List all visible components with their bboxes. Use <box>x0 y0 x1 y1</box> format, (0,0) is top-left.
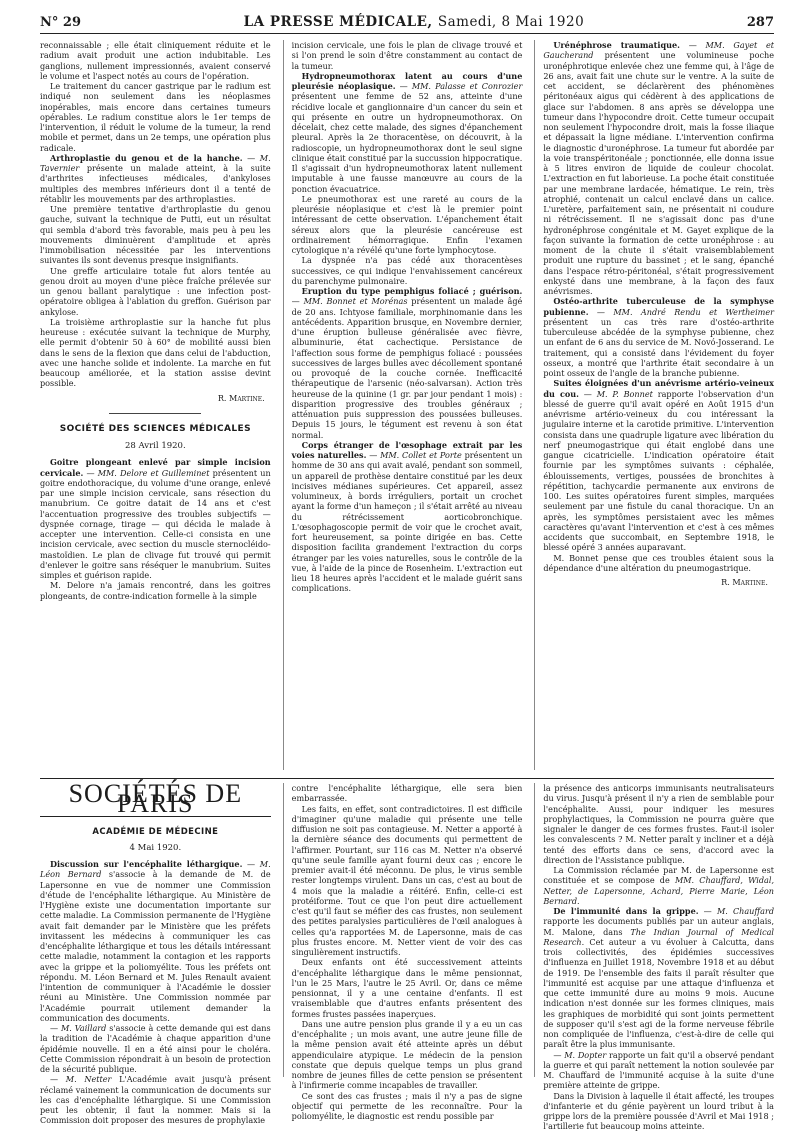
article-text: présentent un malade âgé de 20 ans. Ichtyose familiale, morphinomanie dans les antécédents. Apparition brusque, en Novembre dernier, d'une éruption bulleuse généralisée avec fièvre, albuminurie, état cachectique. Persistance de l'affection sous forme de pemphigus foliacé : poussées successives de larges bulles avec décollement spontané ou provoqué de la couche cornée. Inefficacité thérapeutique de l'arsenic (néo-salvarsan). Action très heureuse de la quinine (1 gr. par jour pendant 1 mois) : disparition progressive des troubles généraux ; atténuation puis suppression des poussées bulleuses. Depuis 15 jours, le tégument est revenu à son état normal. <box>291 296 523 440</box>
article-title: Arthroplastie du genou et de la hanche. <box>50 152 243 163</box>
article-authors: MM. Delore et Guilleminet <box>97 467 210 478</box>
article-text: s'associe à la demande de M. de Lapersonne en vue de nommer une Commission d'étude de l'encéphalite léthargique. Au Ministère de l'Hygiène existe une documentation importante sur cette maladie. La Commission permanente de l'Hygiène avait fait demander par le Ministère que les préfets invitassent les médecins à communiquer les cas d'encéphalite léthargique et tous les détails intéressant cette maladie, notamment la contagion et les rapports avec la grippe et la poliomyélite. Tous les préfets ont répondu. M. Léon Bernard et M. Jules Renault avaient l'intention de communiquer à l'Académie le dossier réuni au Ministère. Une Commission nommée par l'Académie pourrait utilement demander la communication des documents. <box>40 869 271 1023</box>
paragraph: contre l'encéphalite léthargique, elle sera bien embarrassée. <box>291 783 523 804</box>
article-text: présentent un homme de 30 ans qui avait avalé, pendant son sommeil, un appareil de prothèse dentaire constitué par les deux incisives médianes supérieures. Cet appareil, assez volumineux, à bords irréguliers, portait un crochet ayant la forme d'un hameçon ; il s'était arrêté au niveau du rétrécissement aorticobronchique. L'œsophagoscopie permit de voir que le crochet avait, fort heureusement, sa pointe dirigée en bas. Cette disposition facilita grandement l'extraction du corps étranger par les voies naturelles, sous le contrôle de la vue, à l'aide de la pince de Rosenheim. L'extraction eut lieu 18 heures après l'accident et le malade guérit sans complications. <box>291 450 523 594</box>
paragraph: Dans une autre pension plus grande il y a eu un cas d'encéphalite ; un mois avant, une autre jeune fille de la même pension avait été atteinte après un début appendiculaire atypique. Le médecin de la pension constate que depuis quelque temps un plus grand nombre de jeunes filles de cette pension se présentent à l'infirmerie comme incapables de travailler. <box>291 1018 523 1091</box>
bottom-column-3 <box>534 783 775 1132</box>
article-text: L'Académie avait jusqu'à présent réclamé vainement la communication de documents sur les cas d'encéphalite léthargique. Si une Commission peut les obtenir, il faut la nommer. Mais si la Commission doit proposer des mesures de prophylaxie <box>40 1074 271 1126</box>
commission-members: MM. Chauffard, Widal, Netter, de Lapersonne, Achard, Pierre Marie, Léon Bernard. <box>543 875 775 906</box>
top-column-1 <box>40 40 271 770</box>
article: Urénéphrose traumatique. — MM. Gayet et Gaucherand présentent une volumineuse poche uronéphrotique enlevée chez une femme qui, à l'âge de 26 ans, avait fait une chute sur le ventre. A la suite de cet accident, se déclarèrent des phénomènes péritonéaux aigus qui cédèrent à des applications de glace sur l'abdomen. 8 ans après se développa une tumeur dans l'hypocondre droit. Cette tumeur occupait non seulement l'hypocondre droit, mais la fosse iliaque et dépassait la ligne médiane. L'intervention confirma le diagnostic d'uronéphrose. La tumeur fut abordée par la voie transpéritonéale ; ponctionnée, elle donna issue à 5 litres environ de liquide de couleur chocolat. L'extraction en fut laborieuse. La poche était constituée par une membrane lardacée, hématique. Le rein, très atrophié, contenait un calcul enclavé dans un calice. L'uretère, parfaitement sain, ne présentait ni coudure ni rétrécissement. Il ne s'agissait donc pas d'une hydronéphrose congénitale et M. Gayet explique de la façon suivante la formation de cette uronéphrose : au moment de la chute il s'était vraisemblablement produit une rupture du bassinet ; et le sang, épanché dans l'espace rétro-péritonéal, s'était progressivement enkysté dans une membrane, à la façon des faux anévrismes. <box>543 40 775 296</box>
signature: R. Martine. <box>721 577 769 587</box>
article-authors: MM. Bonnet et Morénas <box>303 296 408 307</box>
article: De l'immunité dans la grippe. — M. Chauffard rapporte les documents publiés par un auteur anglais, M. Malone, dans The Indian Journal of Medical Research. Cet auteur a vu évoluer à Calcutta, dans trois collectivités, des épidémies successives d'influenza en Juillet 1918, Novembre 1918 et au début de 1919. De l'ensemble des faits il paraît résulter que l'immunité est acquise par une attaque d'influenza et que cette immunité dure au moins 9 mois. Aucune indication n'est donnée sur les formes cliniques, mais les graphiques de morbidité qui sont joints permettent de supposer qu'il s'est agi de la forme nerveuse fébrile non compliquée de l'influenza, c'est-à-dire de celle qui paraît être la plus immunisante. <box>543 906 775 1050</box>
article-authors: MM. Collet et Porte <box>380 450 462 460</box>
article-text: présentent un cas très rare d'ostéo-arthrite tuberculeuse abcédée de la symphyse pubienne, chez un enfant de 6 ans du service de M. Novó-Josserand. Le traitement, qui a consisté dans l'évidement du foyer osseux, a montré que l'arthrite était secondaire à un point osseux de l'angle de la branche pubienne. <box>543 316 775 378</box>
article-title: De l'immunité dans la grippe. <box>553 906 699 916</box>
society-heading: ACADÉMIE DE MÉDECINE <box>92 826 219 837</box>
section-banner: SOCIÉTÉS DE PARIS <box>40 789 271 817</box>
article <box>543 865 774 906</box>
article-title: Suites éloignées d'un anévrisme artério-veineux du cou. <box>543 378 775 399</box>
signature: R. Martine. <box>217 392 265 403</box>
article: — M. Dopter rapporte un fait qu'il a observé pendant la guerre et qui paraît nettement la notion soulevée par M. Chauffard de l'immunité acquise à la suite d'une première atteinte de grippe. <box>543 1049 775 1091</box>
issue-number: N° 29 <box>40 15 81 30</box>
top-column-3 <box>534 40 774 770</box>
paragraph: reconnaissable ; elle était cliniquement réduite et le radium avait produit une action indubitable. Les ganglions, nullement impressionnés, avaient conservé le volume et l'aspect notés au cours de l'opération. <box>40 40 271 81</box>
article-title: Goitre plongeant enlevé par simple incision cervicale. <box>40 457 271 478</box>
paragraph: la présence des anticorps immunisants neutralisateurs du virus. Jusqu'à présent il n'y a rien de semblable pour l'encéphalite. Aussi, pour indiquer les mesures prophylactiques, la Commission ne pourra guère que signaler le danger de ces formes frustes. Faut-il isoler les convalescents ? M. Netter paraît y incliner et a déjà tenté des efforts dans ce sens, d'accord avec la direction de l'Assistance publique. <box>543 783 775 865</box>
bottom-column-2 <box>283 783 523 1121</box>
top-column-2 <box>283 40 523 770</box>
paragraph: incision cervicale, une fois le plan de clivage trouvé et si l'on prend le soin d'être constamment au contact de la tumeur. <box>291 40 523 71</box>
article: Discussion sur l'encéphalite léthargique. — M. Léon Bernard s'associe à la demande de M. de Lapersonne en vue de nommer une Commission d'étude de l'encéphalite léthargique. Au Ministère de l'Hygiène existe une documentation importante sur cette maladie. La Commission permanente de l'Hygiène avait fait demander par le Ministère que les préfets invitassent les médecins à communiquer les cas d'encéphalite léthargique et tous les détails intéressant cette maladie, notamment la contagion et les rapports avec la grippe et la poliomyélite. Tous les préfets ont répondu. M. Léon Bernard et M. Jules Renault avaient l'intention de communiquer à l'Académie le dossier réuni au Ministère. Une Commission nommée par l'Académie pourrait utilement demander la communication des documents. <box>40 859 271 1023</box>
paragraph: Les faits, en effet, sont contradictoires. Il est difficile d'imaginer qu'une maladie qui présente une telle diffusion ne soit pas contagieuse. M. Netter a apporté à la dernière séance des documents qui permettent de l'affirmer. Pourtant, sur 116 cas M. Netter n'a observé qu'une seule famille ayant fourni deux cas ; encore le premier avait-il été méconnu. De plus, le virus semble rester longtemps virulent. Dans un cas, c'est au bout de 4 mois que la maladie a réitéré. Enfin, celle-ci est protéiforme. Tout ce que l'on peut dire actuellement c'est qu'il faut se méfier des cas frustes, non seulement des petites paralysies particulières de l'œil analogues à celles qu'a rapportées M. de Lapersonne, mais de cas plus frustes encore. M. Netter vient de voir des cas singulièrement instructifs. <box>291 803 523 957</box>
article: Ostéo-arthrite tuberculeuse de la symphyse pubienne. — MM. André Rendu et Wertheimer présentent un cas très rare d'ostéo-arthrite tuberculeuse abcédée de la symphyse pubienne, chez un enfant de 6 ans du service de M. Novó-Josserand. Le traitement, qui a consisté dans l'évidement du foyer osseux, a montré que l'arthrite était secondaire à un point osseux de l'angle de la branche pubienne. <box>543 296 775 378</box>
paragraph: M. Bonnet pense que ces troubles étaient sous la dépendance d'une altération du pneumogastrique. <box>543 552 775 573</box>
divider <box>109 413 201 414</box>
article-text: La Commission réclamée par M. de Lapersonne est constituée et se compose de <box>543 865 775 886</box>
paragraph: Le traitement du cancer gastrique par le radium est indiqué non seulement dans les néoplasmes inopérables, mais encore dans certaines tumeurs opérables. Le radium constitue alors le 1er temps de l'intervention, il réduit le volume de la tumeur, la rend mobile et permet, dans un 2e temps, une opération plus radicale. <box>40 81 271 153</box>
paragraph: Le pneumothorax est une rareté au cours de la pleurésie néoplasique et c'est là le premier point intéressant de cette observation. L'épanchement était séreux alors que la pleurésie cancéreuse est ordinairement hémorragique. Enfin l'examen cytologique n'a révélé qu'une forte lymphocytose. <box>291 193 523 255</box>
article: Corps étranger de l'œsophage extrait par les voies naturelles. — MM. Collet et Porte présentent un homme de 30 ans qui avait avalé, pendant son sommeil, un appareil de prothèse dentaire constitué par les deux incisives médianes supérieures. Cet appareil, assez volumineux, à bords irréguliers, portait un crochet ayant la forme d'un hameçon ; il s'était arrêté au niveau du rétrécissement aorticobronchique. L'œsophagoscopie permit de voir que le crochet avait, fort heureusement, sa pointe dirigée en bas. Cette disposition facilita grandement l'extraction du corps étranger par les voies naturelles, sous le contrôle de la vue, à l'aide de la pince de Rosenheim. L'extraction eut lieu 18 heures après l'accident et le malade guérit sans complications. <box>291 439 523 594</box>
article-authors: M. Vaillard <box>61 1023 107 1033</box>
article-title: Ostéo-arthrite tuberculeuse de la symphyse pubienne. <box>543 296 775 317</box>
paragraph: Dans la Division à laquelle il était affecté, les troupes d'infanterie et du génie payèrent un lourd tribut à la grippe lors de la première poussée d'Avril et Mai 1918 ; l'artillerie fut beaucoup moins atteinte. <box>543 1090 775 1132</box>
paragraph: M. Delore n'a jamais rencontré, dans les goitres plongeants, de contre-indication formelle à la simple <box>40 580 271 601</box>
article-title: Eruption du type pemphigus foliacé ; guérison. <box>301 286 523 296</box>
article-text: Cet auteur a vu évoluer à Calcutta, dans trois collectivités, des épidémies successives d'influenza en Juillet 1918, Novembre 1918 et au début de 1919. De l'ensemble des faits il paraît résulter que l'immunité est acquise par une attaque d'influenza et que cette immunité dure au moins 9 mois. Aucune indication n'est donnée sur les formes cliniques, mais les graphiques de morbidité qui sont joints permettent de supposer qu'il s'est agi de la forme nerveuse fébrile non compliquée de l'influenza, c'est-à-dire de celle qui paraît être la plus immunisante. <box>543 936 775 1050</box>
article: Goitre plongeant enlevé par simple incision cervicale. — MM. Delore et Guilleminet présentent un goitre endothoracique, du volume d'une orange, enlevé par une simple incision cervicale, sans résection du manubrium. Ce goitre datait de 14 ans et c'est l'accentuation progressive des troubles subjectifs — dyspnée cornage, tirage — qui décida le malade à accepter une intervention. Celle-ci consista en une incision cervicale, avec section du muscle sternocléido-mastoïdien. Le plan de clivage fut trouvé qui permit d'enlever le goitre sans réséquer le manubrium. Suites simples et guérison rapide. <box>40 457 271 580</box>
paragraph: Une greffe articulaire totale fut alors tentée au genou droit au moyen d'une pièce fraîche prélevée sur un genou ballant paralytique : une infection post-opératoire obligea à l'ablation du greffon. Guérison par ankylose. <box>40 265 271 317</box>
article-text: présentent une femme de 52 ans, atteinte d'une récidive locale et ganglionnaire d'un cancer du sein et qui présente en outre un hydropneumothorax. On décelait, chez cette malade, des signes d'épanchement pleural. Après la 2e thoracentèse, on découvrit, à la radioscopie, un hydropneumothorax dont le seul signe clinique était constitué par la succussion hippocratique. Il s'agissait d'un hydropneumothorax latent nullement imputable à une fausse manœuvre au cours de la ponction évacuatrice. <box>291 91 523 194</box>
article: Hydropneumothorax latent au cours d'une pleurésie néoplasique. — MM. Palasse et Conrozier présentent une femme de 52 ans, atteinte d'une récidive locale et ganglionnaire d'un cancer du sein et qui présente en outre un hydropneumothorax. On décelait, chez cette malade, des signes d'épanchement pleural. Après la 2e thoracentèse, on découvrit, à la radioscopie, un hydropneumothorax dont le seul signe clinique était constitué par la succussion hippocratique. Il s'agissait d'un hydropneumothorax latent nullement imputable à une fausse manœuvre au cours de la ponction évacuatrice. <box>291 70 523 194</box>
paragraph: Une première tentative d'arthroplastie du genou gauche, suivant la technique de Putti, eut un résultat qui sembla d'abord très favorable, mais peu à peu les mouvements diminuèrent d'amplitude et après l'immobilisation nécessitée par les interventions suivantes ils sont devenus presque insignifiants. <box>40 204 271 266</box>
page-number: 287 <box>746 15 774 30</box>
article: Suites éloignées d'un anévrisme artério-veineux du cou. — M. P. Bonnet rapporte l'observation d'un blessé de guerre qu'il avait opéré en Août 1915 d'un anévrisme artério-veineux du cou intéressant la jugulaire interne et la carotide primitive. L'intervention consista dans une quadruple ligature avec libération du nerf pneumogastrique qui était englobé dans une gangue cicatricielle. L'indication opératoire était fournie par les symptômes suivants : céphalée, éblouissements, vertiges, poussées de bronchites à répétition, tachycardie permanente aux environs de 100. Les suites opératoires furent simples, marquées seulement par une fistule du canal thoracique. Un an après, les symptômes persistaient avec les mêmes caractères qu'avant l'intervention et c'est à ces mêmes accidents que succombait, en Septembre 1918, le blessé opéré 3 années auparavant. <box>543 378 775 553</box>
session-date: 28 Avril 1920. <box>125 441 186 451</box>
article-text: s'associe à cette demande qui est dans la tradition de l'Académie à chaque apparition d'une épidémie nouvelle. Il en a été ainsi pour le choléra. Cette Commission répondrait à un besoin de protection de la sécurité publique. <box>40 1023 271 1074</box>
article-authors: M. P. Bonnet <box>596 388 653 399</box>
article-text: présentent une volumineuse poche uronéphrotique enlevée chez une femme qui, à l'âge de 26 ans, avait fait une chute sur le ventre. A la suite de cet accident, se déclarèrent des phénomènes péritonéaux aigus qui cédèrent à des applications de glace sur l'abdomen. 8 ans après se développa une tumeur dans l'hypocondre droit. Cette tumeur occupait non seulement l'hypocondre droit, mais la fosse iliaque et dépassait la ligne médiane. L'intervention confirma le diagnostic d'uronéphrose. La tumeur fut abordée par la voie transpéritonéale ; ponctionnée, elle donna issue à 5 litres environ de liquide de couleur chocolat. L'extraction en fut laborieuse. La poche était constituée par une membrane lardacée, hématique. Le rein, très atrophié, contenait un calcul enclavé dans un calice. L'uretère, parfaitement sain, ne présentait ni coudure ni rétrécissement. Il ne s'agissait donc pas d'une hydronéphrose congénitale et M. Gayet explique de la façon suivante la formation de cette uronéphrose : au moment de la chute il s'était vraisemblablement produit une rupture du bassinet ; et le sang, épanché dans l'espace rétro-péritonéal, s'était progressivement enkysté dans une membrane, à la façon des faux anévrismes. <box>543 50 775 296</box>
article-authors: MM. Gayet et Gaucherand <box>543 40 775 61</box>
article-text: rapporte les documents publiés par un auteur anglais, M. Malone, dans <box>543 916 775 937</box>
article-authors: M. Dopter <box>564 1049 607 1060</box>
article: Eruption du type pemphigus foliacé ; guérison. — MM. Bonnet et Morénas présentent un malade âgé de 20 ans. Ichtyose familiale, morphinomanie dans les antécédents. Apparition brusque, en Novembre dernier, d'une éruption bulleuse généralisée avec fièvre, albuminurie, état cachectique. Persistance de l'affection sous forme de pemphigus foliacé : poussées successives de larges bulles avec décollement spontané ou provoqué de la couche cornée. Inefficacité thérapeutique de l'arsenic (néo-salvarsan). Action très heureuse de la quinine (1 gr. par jour pendant 1 mois) : disparition progressive des troubles généraux ; atténuation puis suppression des poussées bulleuses. Depuis 15 jours, le tégument est revenu à son état normal. <box>291 286 523 440</box>
section-heading: SOCIÉTÉ DES SCIENCES MÉDICALES <box>59 423 251 434</box>
article: — M. Netter L'Académie avait jusqu'à présent réclamé vainement la communication de documents sur les cas d'encéphalite léthargique. Si une Commission peut les obtenir, il faut la nommer. Mais si la Commission doit proposer des mesures de prophylaxie <box>40 1074 271 1126</box>
article-text: rapporte l'observation d'un blessé de guerre qu'il avait opéré en Août 1915 d'un anévrisme artério-veineux du cou intéressant la jugulaire interne et la carotide primitive. L'intervention consista dans une quadruple ligature avec libération du nerf pneumogastrique qui était englobé dans une gangue cicatricielle. L'indication opératoire était fournie par les symptômes suivants : céphalée, éblouissements, vertiges, poussées de bronchites à répétition, tachycardie permanente aux environs de 100. Les suites opératoires furent simples, marquées seulement par une fistule du canal thoracique. Un an après, les symptômes persistaient avec les mêmes caractères qu'avant l'intervention et c'est à ces mêmes accidents que succombait, en Septembre 1918, le blessé opéré 3 années auparavant. <box>543 388 775 553</box>
issue-date: Samedi, 8 Mai 1920 <box>437 14 585 30</box>
session-date: 4 Mai 1920. <box>129 842 182 853</box>
bottom-columns <box>40 779 775 1132</box>
journal-reference: The Indian Journal of Medical Research. <box>543 926 775 947</box>
article-authors: M. Tavernier <box>40 152 271 173</box>
article-title: Corps étranger de l'œsophage extrait par les voies naturelles. <box>291 439 523 460</box>
article-authors: MM. André Rendu et Wertheimer <box>613 306 775 317</box>
article-title: Discussion sur l'encéphalite léthargique. <box>50 859 243 869</box>
article-authors: M. Netter <box>65 1074 112 1085</box>
paragraph: La dyspnée n'a pas cédé aux thoracentèses successives, ce qui indique l'envahissement cancéreux du parenchyme pulmonaire. <box>291 255 523 286</box>
paragraph: Ce sont des cas frustes ; mais il n'y a pas de signe objectif qui permette de les reconnaître. Pour la poliomyélite, le diagnostic est rendu possible par <box>291 1090 523 1121</box>
paragraph: Deux enfants ont été successivement atteints d'encéphalite léthargique dans le même pensionnat, l'un le 25 Mars, l'autre le 25 Avril. Or, dans ce même pensionnat, il y a une centaine d'enfants. Il est vraisemblable que d'autres enfants présentent des formes frustes passées inaperçues. <box>291 957 523 1019</box>
journal-name: LA PRESSE MÉDICALE, <box>243 14 433 30</box>
top-columns <box>40 40 774 770</box>
article-title: Hydropneumothorax latent au cours d'une pleurésie néoplasique. <box>291 70 523 91</box>
paragraph: La troisième arthroplastie sur la hanche fut plus heureuse : exécutée suivant la technique de Murphy, elle permit d'obtenir 50 à 60° de mobilité aussi bien dans le sens de la flexion que dans celui de l'abduction, avec une hanche solide et indolente. La marche en fut beaucoup améliorée, et la station assise devint possible. <box>40 316 271 389</box>
article: — M. Vaillard s'associe à cette demande qui est dans la tradition de l'Académie à chaque apparition d'une épidémie nouvelle. Il en a été ainsi pour le choléra. Cette Commission répondrait à un besoin de protection de la sécurité publique. <box>40 1023 271 1074</box>
article: Arthroplastie du genou et de la hanche. — M. Tavernier présente un malade atteint, à la suite d'arthrites infectieuses médicales, d'ankyloses multiples des membres inférieurs dont il a tenté de rétablir les mouvements par des arthroplasties. <box>40 152 271 204</box>
article-authors: M. Chauffard <box>716 906 775 916</box>
article-authors: M. Léon Bernard <box>40 859 271 880</box>
article-text: présente un malade atteint, à la suite d'arthrites infectieuses médicales, d'ankyloses multiples des membres inférieurs dont il a tenté de rétablir les mouvements par des arthroplasties. <box>40 163 271 204</box>
article-title: Urénéphrose traumatique. <box>553 40 680 50</box>
article-text: présentent un goitre endothoracique, du volume d'une orange, enlevé par une simple incision cervicale, sans résection du manubrium. Ce goitre datait de 14 ans et c'est l'accentuation progressive des troubles subjectifs — dyspnée cornage, tirage — qui décida le malade à accepter une intervention. Celle-ci consista en une incision cervicale, avec section du muscle sternocléido-mastoïdien. Le plan de clivage fut trouvé qui permit d'enlever le goitre sans réséquer le manubrium. Suites simples et guérison rapide. <box>40 467 271 580</box>
journal-title <box>244 14 585 30</box>
page-header <box>40 14 774 34</box>
article-authors: MM. Palasse et Conrozier <box>411 81 523 91</box>
bottom-column-1 <box>40 779 271 1126</box>
article-text: rapporte un fait qu'il a observé pendant la guerre et qui paraît nettement la notion soulevée par M. Chauffard de l'immunité acquise à la suite d'une première atteinte de grippe. <box>543 1049 775 1091</box>
